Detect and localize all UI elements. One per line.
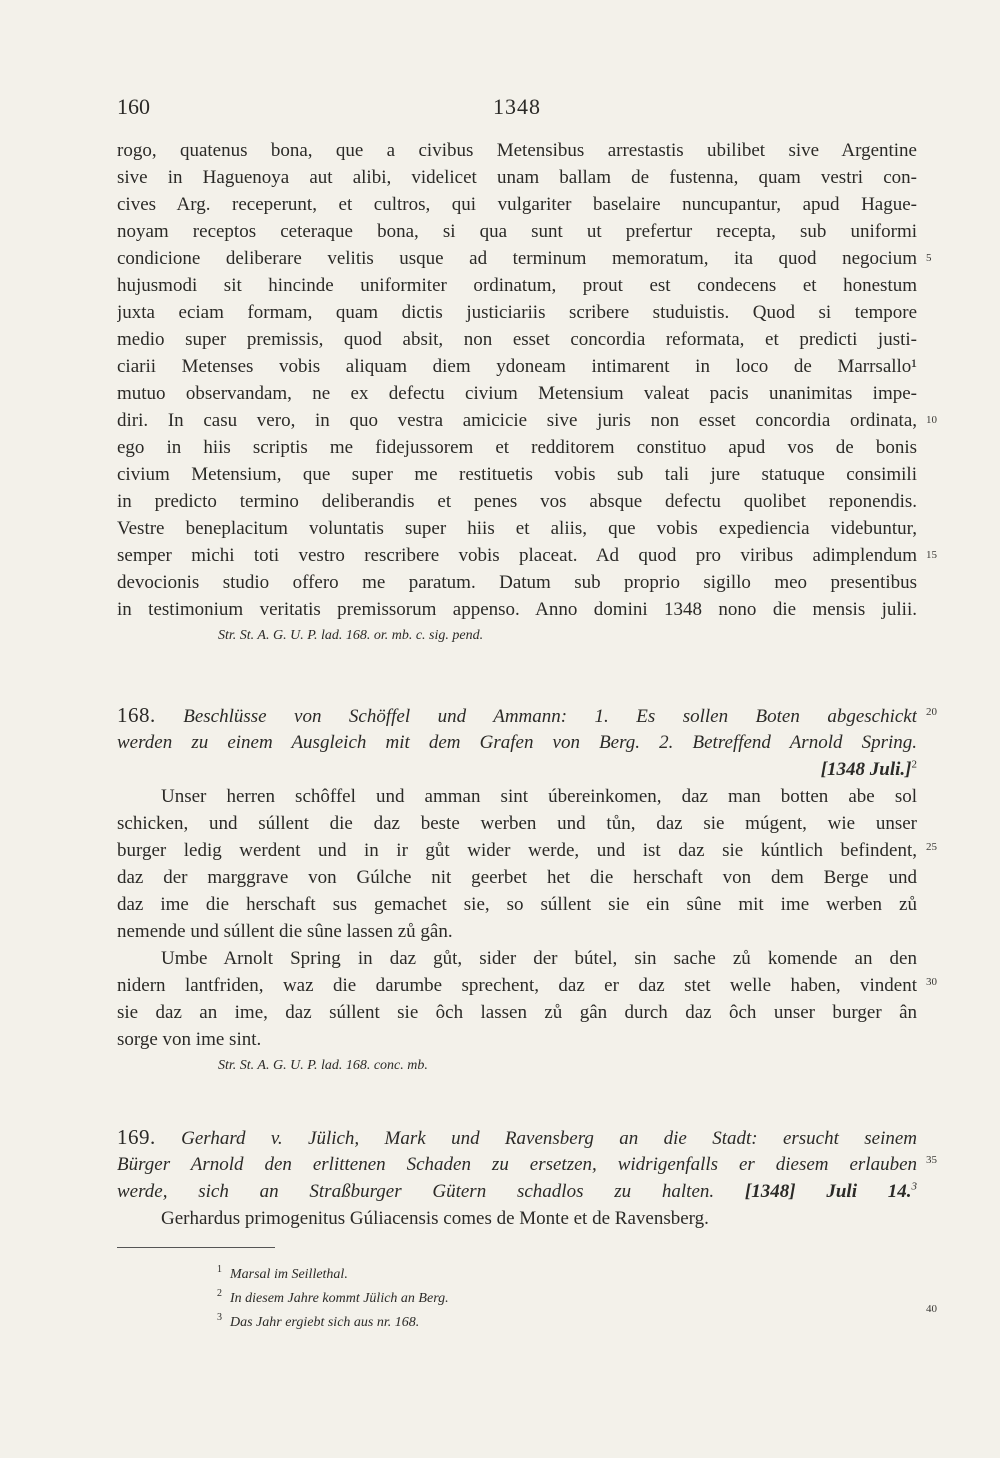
footnote-mark: 1 <box>217 1264 222 1276</box>
text-line: semper michi toti vestro rescribere vobis placeat. Ad quod pro viribus adimplendum <box>117 545 917 566</box>
text-line: noyam receptos ceteraque bona, si qua sunt ut prefertur recepta, sub uniformi <box>117 221 917 242</box>
footnote <box>217 1287 817 1311</box>
doc-168-date-line <box>117 756 917 783</box>
doc-169-date: [1348] Juli 14. <box>744 1181 912 1202</box>
text-line: rogo, quatenus bona, que a civibus Metensibus arrestastis ubilibet sive Argentine <box>117 140 917 161</box>
footnote-text: Marsal im Seillethal. <box>230 1267 348 1282</box>
margin-line-number: 25 <box>926 841 937 853</box>
margin-line-number: 35 <box>926 1154 937 1166</box>
footnote <box>217 1263 817 1287</box>
text-line: diri. In casu vero, in quo vestra amicicie sive juris non esset concordia ordinata, <box>117 410 917 431</box>
text-line: sive in Haguenoya aut alibi, videlicet unam ballam de fustenna, quam vestri con- <box>117 167 917 188</box>
margin-line-number: 10 <box>926 414 937 426</box>
doc-169-opening: Gerhardus primogenitus Gúliacensis comes de Monte et de Ravensberg. <box>161 1208 709 1229</box>
footnote-text: In diesem Jahre kommt Jülich an Berg. <box>230 1291 449 1306</box>
doc-169-heading-line <box>117 1124 917 1151</box>
text-line: daz der marggrave von Gúlche nit geerbet het die herschaft von dem Berge und <box>117 867 917 888</box>
margin-line-number: 15 <box>926 549 937 561</box>
doc-169-title-line: Bürger Arnold den erlittenen Schaden zu ersetzen, widrigenfalls er diesem erlauben <box>117 1154 917 1175</box>
text-line: Vestre beneplacitum voluntatis super hiis et aliis, que vobis expediencia videbuntur, <box>117 518 917 539</box>
page-header <box>117 94 917 124</box>
text-line: mutuo observandam, ne ex defectu civium Metensium valeat pacis unanimitas impe- <box>117 383 917 404</box>
footnote-mark: 3 <box>217 1312 222 1324</box>
source-citation: Str. St. A. G. U. P. lad. 168. conc. mb. <box>218 1058 428 1073</box>
footnote-separator <box>117 1247 275 1248</box>
doc-169 <box>117 1124 917 1232</box>
footnotes <box>217 1263 817 1335</box>
text-line: ciarii Metenses vobis aliquam diem ydoneam intimarent in loco de Marrsallo¹ <box>117 356 917 377</box>
doc-169-date-wrap <box>745 1181 917 1202</box>
doc-167-body <box>117 137 917 649</box>
margin-line-number: 40 <box>926 1303 937 1315</box>
text-line: nidern lantfriden, waz die darumbe sprechent, daz er daz stet welle haben, vindent <box>117 975 917 996</box>
text-line: in predicto termino deliberandis et penes vos absque defectu quolibet reponendis. <box>117 491 917 512</box>
text-line: in testimonium veritatis premissorum appenso. Anno domini 1348 nono die mensis julii. <box>117 599 917 620</box>
footnote <box>217 1311 817 1335</box>
text-line: juxta eciam formam, quam dictis justiciariis scribere studuistis. Quod si tempore <box>117 302 917 323</box>
text-line: hujusmodi sit hincinde uniformiter ordinatum, prout est condecens et honestum <box>117 275 917 296</box>
text-line: Umbe Arnolt Spring in daz gůt, sider der bútel, sin sache zů komende an den <box>161 948 917 969</box>
text-line: Unser herren schôffel und amman sint úbereinkomen, daz man botten abe sol <box>161 786 917 807</box>
text-line: ego in hiis scriptis me fidejussorem et redditorem constituo apud vos de bonis <box>117 437 917 458</box>
text-line: devocionis studio offero me paratum. Datum sub proprio sigillo meo presentibus <box>117 572 917 593</box>
running-head-year: 1348 <box>493 94 541 119</box>
doc-168-date: [1348 Juli.] <box>820 759 912 780</box>
text-line: cives Arg. receperunt, et cultros, qui vulgariter baselaire nuncupantur, apud Hague- <box>117 194 917 215</box>
doc-169-title-line: Gerhard v. Jülich, Mark und Ravensberg an die Stadt: ersucht seinem <box>181 1128 917 1149</box>
text-line: condicione deliberare velitis usque ad terminum memoratum, ita quod negocium <box>117 248 917 269</box>
source-citation: Str. St. A. G. U. P. lad. 168. or. mb. c. sig. pend. <box>218 628 484 643</box>
footnote-text: Das Jahr ergiebt sich aus nr. 168. <box>230 1315 420 1330</box>
text-line: sie daz an ime, daz súllent sie ôch lassen zů gân durch daz ôch unser burger ân <box>117 1002 917 1023</box>
text-line: civium Metensium, que super me restituetis vobis sub tali jure statuque consimili <box>117 464 917 485</box>
doc-168-number: 168. <box>117 703 156 727</box>
doc-168-title-line: Beschlüsse von Schöffel und Ammann: 1. Es sollen Boten abgeschickt <box>183 706 917 727</box>
footnote-ref: 3 <box>911 1180 917 1193</box>
footnote-ref: 2 <box>911 758 917 771</box>
doc-168-heading-line <box>117 702 917 729</box>
text-line: burger ledig werdent und in ir gůt wider werde, und ist daz sie kúntlich befindent, <box>117 840 917 861</box>
doc-168 <box>117 702 917 1079</box>
doc-169-number: 169. <box>117 1125 156 1149</box>
text-line: medio super premissis, quod absit, non esset concordia reformata, et predicti justi- <box>117 329 917 350</box>
text-line: schicken, und súllent die daz beste werben und tůn, daz sie múgent, wie unser <box>117 813 917 834</box>
text-line: daz ime die herschaft sus gemachet sie, so súllent sie ein sûne mit ime werben zů <box>117 894 917 915</box>
doc-169-title-date-line <box>117 1178 917 1205</box>
page-number: 160 <box>117 94 150 119</box>
text-line: nemende und súllent die sûne lassen zů gân. <box>117 921 453 942</box>
margin-line-number: 20 <box>926 706 937 718</box>
footnote-mark: 2 <box>217 1288 222 1300</box>
doc-169-title-line: werde, sich an Straßburger Gütern schadlos zu halten. <box>117 1181 715 1202</box>
margin-line-number: 5 <box>926 252 932 264</box>
doc-168-title-line: werden zu einem Ausgleich mit dem Grafen von Berg. 2. Betreffend Arnold Spring. <box>117 732 917 753</box>
margin-line-number: 30 <box>926 976 937 988</box>
text-line: sorge von ime sint. <box>117 1029 262 1050</box>
